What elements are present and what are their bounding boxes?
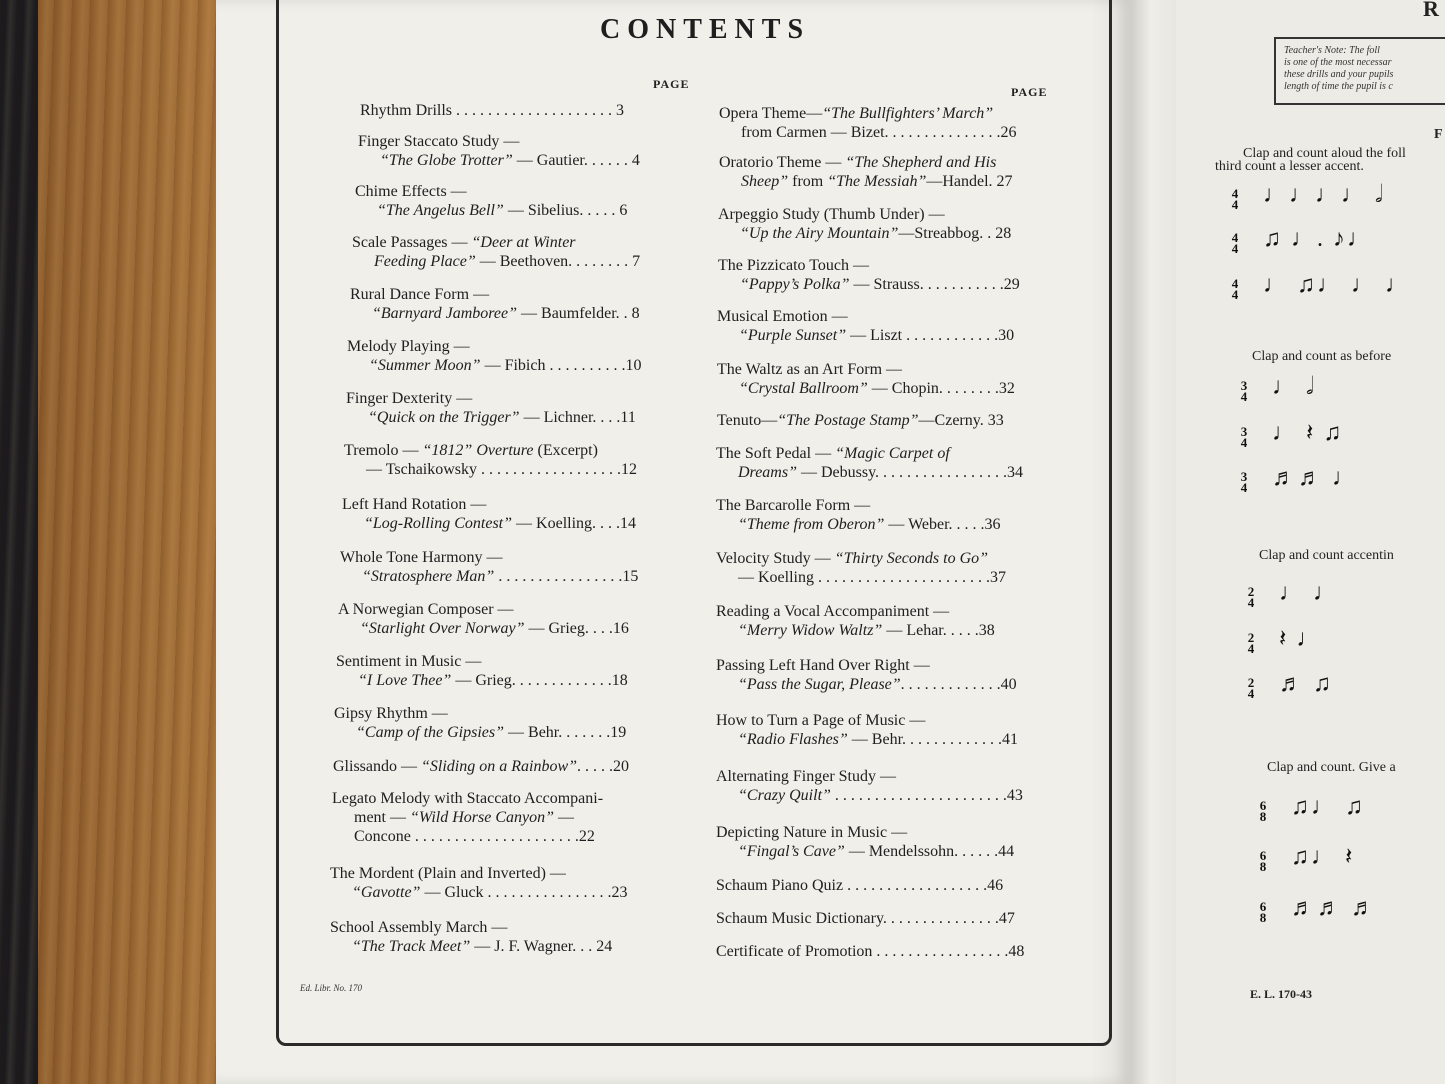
toc-text: Rhythm Drills . . . . . . . . . . . . . . . . . . . . 3	[360, 102, 625, 119]
toc-entry	[717, 411, 1004, 430]
time-signature-top: 6	[1259, 848, 1267, 863]
toc-text: School Assembly March —	[330, 919, 508, 936]
toc-title-italic: “Radio Flashes”	[738, 731, 848, 748]
teacher-note-line: these drills and your pupils	[1284, 69, 1394, 80]
toc-entry-line	[330, 864, 628, 883]
toc-title-italic: “Pass the Sugar, Please”	[738, 676, 901, 693]
toc-entry-line	[334, 723, 626, 742]
toc-text: . . . . . . . . . . . . .40	[900, 676, 1017, 693]
toc-text: — Fibich . . . . . . . . . .10	[480, 357, 642, 374]
toc-text: Tremolo —	[344, 442, 423, 459]
toc-entry-line	[332, 827, 603, 846]
toc-entry-line	[352, 252, 640, 271]
teacher-note-line: is one of the most necessar	[1284, 57, 1392, 68]
toc-text: The Mordent (Plain and Inverted) —	[330, 865, 566, 882]
toc-text: A Norwegian Composer —	[338, 601, 514, 618]
toc-text: Glissando —	[333, 758, 421, 775]
toc-text: Passing Left Hand Over Right —	[716, 657, 930, 674]
toc-text: The Barcarolle Form —	[716, 497, 871, 514]
toc-entry-line	[346, 408, 636, 427]
toc-text: Oratorio Theme —	[719, 154, 846, 171]
toc-title-italic: “I Love Thee”	[358, 672, 452, 689]
toc-entry-line	[344, 441, 637, 460]
toc-text: Left Hand Rotation —	[342, 496, 487, 513]
toc-entry-line	[332, 789, 603, 808]
time-signature	[1229, 278, 1241, 300]
toc-text: — Liszt . . . . . . . . . . . .30	[846, 327, 1015, 344]
toc-entry-line	[718, 275, 1020, 294]
toc-text: —	[554, 809, 575, 826]
toc-title-italic: Sheep”	[741, 173, 789, 190]
toc-entry	[333, 757, 629, 776]
page-title: CONTENTS	[599, 14, 811, 45]
toc-entry-line	[716, 656, 1017, 675]
toc-text: How to Turn a Page of Music —	[716, 712, 926, 729]
toc-entry	[342, 495, 636, 533]
toc-entry	[330, 864, 628, 902]
toc-entry	[360, 101, 624, 120]
toc-text: — Debussy. . . . . . . . . . . . . . . . .34	[796, 464, 1024, 481]
toc-entry-line	[719, 172, 1013, 191]
rhythm-notes-icon: ♩ ♫♩ ♩ ♩	[1263, 272, 1411, 298]
toc-text: Tenuto—	[717, 412, 778, 429]
toc-entry	[716, 767, 1023, 805]
teacher-note-line: Teacher's Note: The foll	[1284, 45, 1380, 56]
toc-text: Legato Melody with Staccato Accompani-	[332, 790, 604, 807]
toc-text: — Sibelius. . . . . 6	[503, 202, 628, 219]
toc-text: — Strauss. . . . . . . . . . .29	[849, 276, 1020, 293]
toc-entry-line	[716, 767, 1023, 786]
time-signature-top: 6	[1259, 798, 1267, 813]
toc-entry	[717, 360, 1015, 398]
toc-entry-line	[355, 201, 627, 220]
toc-entry	[719, 104, 1017, 142]
toc-title-italic: “Starlight Over Norway”	[360, 620, 525, 637]
toc-title-italic: “Crazy Quilt”	[738, 787, 831, 804]
toc-text: ment —	[354, 809, 410, 826]
toc-text: Velocity Study —	[716, 550, 835, 567]
toc-entry-line	[347, 337, 641, 356]
toc-entry-line	[719, 104, 1017, 123]
time-signature-bottom: 4	[1231, 241, 1239, 256]
toc-title-italic: “Camp of the Gipsies”	[356, 724, 505, 741]
toc-title-italic: “Thirty Seconds to Go”	[834, 550, 989, 567]
toc-entry-line	[717, 307, 1014, 326]
toc-entry	[334, 704, 626, 742]
toc-title-italic: “Wild Horse Canyon”	[410, 809, 555, 826]
toc-entry-line	[717, 379, 1015, 398]
toc-text: Opera Theme—	[719, 105, 823, 122]
time-signature	[1245, 586, 1257, 608]
toc-title-italic: “The Globe Trotter”	[380, 152, 513, 169]
time-signature-bottom: 4	[1240, 480, 1248, 495]
toc-entry-line	[336, 652, 628, 671]
time-signature-top: 4	[1231, 186, 1239, 201]
toc-entry-line	[330, 918, 612, 937]
time-signature-bottom: 4	[1240, 389, 1248, 404]
toc-entry-line	[332, 808, 603, 827]
toc-entry-line	[718, 256, 1020, 275]
toc-entry-line	[358, 132, 640, 151]
toc-text: . . . . .20	[577, 758, 630, 775]
toc-text: The Waltz as an Art Form —	[717, 361, 903, 378]
toc-text: Sentiment in Music —	[336, 653, 482, 670]
time-signature-top: 3	[1240, 424, 1248, 439]
time-signature	[1257, 901, 1269, 923]
toc-entry-line	[716, 909, 1015, 928]
right-page-footer: E. L. 170-43	[1250, 987, 1313, 1001]
rhythm-notes-icon: ♩ 𝄽 ♫	[1272, 420, 1344, 446]
toc-title-italic: “Purple Sunset”	[739, 327, 847, 344]
toc-entry-line	[719, 123, 1017, 142]
time-signature-top: 3	[1240, 469, 1248, 484]
toc-text: Musical Emotion —	[717, 308, 848, 325]
toc-entry-line	[716, 942, 1024, 961]
toc-text: — Grieg. . . .16	[524, 620, 629, 637]
toc-entry-line	[718, 224, 1011, 243]
time-signature	[1229, 188, 1241, 210]
toc-entry-line	[716, 568, 1006, 587]
time-signature-bottom: 4	[1240, 435, 1248, 450]
footer-edition-number: Ed. Libr. No. 170	[300, 983, 363, 993]
toc-text: Gipsy Rhythm —	[334, 705, 448, 722]
toc-entry	[344, 441, 637, 479]
toc-text: —Czerny. 33	[918, 412, 1004, 429]
time-signature-bottom: 8	[1259, 809, 1267, 824]
teacher-note-box	[1274, 37, 1445, 105]
toc-entry-line	[716, 621, 995, 640]
toc-entry	[332, 789, 603, 846]
toc-entry-line	[716, 444, 1023, 463]
toc-text: — J. F. Wagner. . . 24	[470, 938, 613, 955]
toc-entry-line	[342, 514, 636, 533]
time-signature	[1229, 232, 1241, 254]
toc-entry-line	[342, 495, 636, 514]
time-signature-bottom: 4	[1231, 197, 1239, 212]
toc-entry-line	[716, 675, 1017, 694]
time-signature-bottom: 4	[1247, 595, 1255, 610]
toc-text: — Koelling. . . .14	[512, 515, 637, 532]
toc-entry-line	[716, 711, 1018, 730]
toc-entry-line	[338, 600, 629, 619]
toc-title-italic: “Up the Airy Mountain”	[740, 225, 899, 242]
toc-text: — Mendelssohn. . . . . .44	[844, 843, 1015, 860]
toc-title-italic: “Stratosphere Man”	[362, 568, 495, 585]
toc-title-italic: “The Shepherd and His	[845, 154, 997, 171]
toc-entry-line	[717, 360, 1015, 379]
rhythm-notes-icon: ♬♬ ♩	[1272, 465, 1358, 491]
toc-text: — Koelling . . . . . . . . . . . . . . . . . . . . . .37	[738, 569, 1006, 586]
toc-title-italic: “The Bullfighters’ March”	[822, 105, 994, 122]
toc-text: — Weber. . . . .36	[884, 516, 1001, 533]
toc-text: Alternating Finger Study —	[716, 768, 896, 785]
toc-title-italic: “Merry Widow Waltz”	[738, 622, 883, 639]
toc-title-italic: “Magic Carpet of	[835, 445, 950, 462]
teacher-note-line: length of time the pupil is c	[1284, 81, 1393, 92]
rhythm-notes-icon: ♩♩♩♩ 𝅗𝅥	[1263, 182, 1385, 208]
toc-text: Depicting Nature in Music —	[716, 824, 908, 841]
toc-entry-line	[717, 411, 1004, 430]
toc-entry-line	[334, 704, 626, 723]
toc-text: Whole Tone Harmony —	[340, 549, 503, 566]
instruction-text: Clap and count as before	[1252, 349, 1392, 364]
toc-entry-line	[358, 151, 640, 170]
toc-title-italic: Feeding Place”	[374, 253, 476, 270]
toc-text: — Baumfelder. . 8	[517, 305, 640, 322]
instruction-text: third count a lesser accent.	[1215, 159, 1364, 174]
time-signature-bottom: 4	[1247, 686, 1255, 701]
time-signature-bottom: 4	[1231, 287, 1239, 302]
toc-entry-line	[347, 356, 641, 375]
toc-entry-line	[716, 602, 995, 621]
toc-entry	[716, 496, 1001, 534]
time-signature	[1238, 426, 1250, 448]
toc-title-italic: “Barnyard Jamboree”	[372, 305, 518, 322]
toc-entry	[717, 307, 1014, 345]
toc-entry-line	[716, 549, 1006, 568]
toc-text: — Tschaikowsky . . . . . . . . . . . . . . . . . .12	[366, 461, 638, 478]
toc-text: Melody Playing —	[347, 338, 470, 355]
toc-text: . . . . . . . . . . . . . . . . . . . . . .43	[830, 787, 1023, 804]
toc-entry	[716, 549, 1006, 587]
time-signature	[1257, 850, 1269, 872]
toc-title-italic: “The Angelus Bell”	[377, 202, 504, 219]
time-signature-top: 3	[1240, 378, 1248, 393]
toc-text: Finger Dexterity —	[346, 390, 473, 407]
toc-text: Certificate of Promotion . . . . . . . . . . . . . . . . .48	[716, 943, 1025, 960]
rhythm-notes-icon: ♫♩ ♫	[1291, 794, 1365, 820]
toc-text: from	[788, 173, 828, 190]
toc-entry-line	[330, 883, 628, 902]
toc-text: Schaum Music Dictionary. . . . . . . . . . . . . . .47	[716, 910, 1015, 927]
toc-entry	[347, 337, 641, 375]
rhythm-notes-icon: 𝄽 ♩	[1279, 626, 1323, 652]
rhythm-notes-icon: ♬♬ ♬	[1291, 895, 1377, 921]
toc-entry-line	[350, 285, 640, 304]
toc-title-italic: “The Messiah”	[827, 173, 927, 190]
toc-entry-line	[716, 876, 1003, 895]
toc-text: — Behr. . . . . . . . . . . . .41	[847, 731, 1019, 748]
toc-text: —Streabbog. . 28	[898, 225, 1012, 242]
toc-entry	[716, 909, 1015, 928]
toc-title-italic: “Log-Rolling Contest”	[364, 515, 513, 532]
toc-entry	[340, 548, 638, 586]
toc-entry	[350, 285, 640, 323]
rhythm-notes-icon: ♫♩ 𝄽	[1291, 844, 1355, 870]
toc-text: — Lehar. . . . .38	[882, 622, 995, 639]
toc-entry	[716, 602, 995, 640]
toc-entry-line	[716, 496, 1001, 515]
rhythm-notes-icon: ♩ ♩	[1279, 580, 1339, 606]
toc-entry	[716, 876, 1003, 895]
toc-text: Finger Staccato Study —	[358, 133, 520, 150]
toc-entry-line	[719, 153, 1013, 172]
toc-entry-line	[333, 757, 629, 776]
toc-entry-line	[716, 730, 1018, 749]
instruction-text: Clap and count. Give a	[1267, 760, 1396, 775]
toc-entry	[358, 132, 640, 170]
toc-entry	[716, 444, 1023, 482]
toc-entry-line	[344, 460, 637, 479]
page-column-header-right: PAGE	[1011, 85, 1048, 99]
toc-text: The Soft Pedal —	[716, 445, 836, 462]
time-signature	[1245, 632, 1257, 654]
toc-entry	[338, 600, 629, 638]
toc-entry	[330, 918, 612, 956]
toc-text: . . . . . . . . . . . . . . . .15	[494, 568, 639, 585]
toc-title-italic: “Deer at Winter	[471, 234, 576, 251]
time-signature	[1238, 471, 1250, 493]
toc-text: Chime Effects —	[355, 183, 467, 200]
toc-entry-line	[360, 101, 624, 120]
toc-text: (Excerpt)	[533, 442, 598, 459]
toc-entry	[716, 942, 1024, 961]
toc-entry-line	[716, 515, 1001, 534]
toc-text: — Behr. . . . . . .19	[504, 724, 627, 741]
toc-title-italic: Dreams”	[738, 464, 797, 481]
toc-title-italic: “Gavotte”	[352, 884, 421, 901]
toc-entry-line	[350, 304, 640, 323]
toc-text: —Handel. 27	[926, 173, 1013, 190]
toc-entry-line	[718, 205, 1011, 224]
toc-entry	[716, 711, 1018, 749]
toc-entry-line	[336, 671, 628, 690]
toc-entry-line	[338, 619, 629, 638]
toc-text: Rural Dance Form —	[350, 286, 490, 303]
toc-entry-line	[346, 389, 636, 408]
time-signature	[1245, 677, 1257, 699]
rhythm-notes-icon: ♫ ♩. ♪♩	[1263, 226, 1373, 252]
toc-text: Arpeggio Study (Thumb Under) —	[718, 206, 945, 223]
toc-entry-line	[340, 548, 638, 567]
toc-text: — Beethoven. . . . . . . . 7	[475, 253, 641, 270]
toc-text: Reading a Vocal Accompaniment —	[716, 603, 950, 620]
toc-title-italic: “Theme from Oberon”	[738, 516, 885, 533]
toc-text: Schaum Piano Quiz . . . . . . . . . . . . . . . . . .46	[716, 877, 1004, 894]
time-signature-top: 6	[1259, 899, 1267, 914]
toc-title-italic: “Crystal Ballroom”	[739, 380, 868, 397]
toc-title-italic: “The Postage Stamp”	[777, 412, 919, 429]
toc-entry	[355, 182, 627, 220]
toc-text: from Carmen — Bizet. . . . . . . . . . . . . . .26	[741, 124, 1017, 141]
toc-text: — Grieg. . . . . . . . . . . . .18	[451, 672, 628, 689]
toc-entry-line	[717, 326, 1014, 345]
toc-entry-line	[716, 842, 1014, 861]
toc-entry	[716, 823, 1014, 861]
time-signature-top: 2	[1247, 675, 1255, 690]
toc-text: — Gautier. . . . . . 4	[512, 152, 640, 169]
time-signature	[1257, 800, 1269, 822]
section-letter: F	[1434, 127, 1443, 142]
toc-entry	[346, 389, 636, 427]
toc-entry	[336, 652, 628, 690]
time-signature-top: 2	[1247, 584, 1255, 599]
toc-entry-line	[716, 823, 1014, 842]
toc-title-italic: “1812” Overture	[422, 442, 534, 459]
toc-entry	[718, 256, 1020, 294]
toc-text: — Lichner. . . .11	[519, 409, 636, 426]
toc-title-italic: “Summer Moon”	[369, 357, 481, 374]
time-signature-top: 2	[1247, 630, 1255, 645]
toc-text: — Chopin. . . . . . . .32	[867, 380, 1015, 397]
toc-title-italic: “Pappy’s Polka”	[740, 276, 850, 293]
instruction-text: Clap and count accentin	[1259, 548, 1394, 563]
toc-title-italic: “Quick on the Trigger”	[368, 409, 520, 426]
toc-entry	[352, 233, 640, 271]
toc-entry	[718, 205, 1011, 243]
time-signature	[1238, 380, 1250, 402]
toc-text: Concone . . . . . . . . . . . . . . . . . . . . .22	[354, 828, 595, 845]
right-page-heading: R	[1423, 0, 1442, 21]
time-signature-bottom: 8	[1259, 910, 1267, 925]
toc-title-italic: “Fingal’s Cave”	[738, 843, 845, 860]
time-signature-bottom: 8	[1259, 859, 1267, 874]
rhythm-notes-icon: ♩ 𝅗𝅥	[1272, 374, 1316, 400]
toc-entry-line	[352, 233, 640, 252]
time-signature-bottom: 4	[1247, 641, 1255, 656]
instruction-text: Clap and count aloud the foll	[1243, 146, 1406, 161]
toc-entry-line	[716, 786, 1023, 805]
toc-title-italic: “Sliding on a Rainbow”	[421, 758, 578, 775]
rhythm-notes-icon: ♬ ♫	[1279, 671, 1333, 697]
toc-entry-line	[716, 463, 1023, 482]
time-signature-top: 4	[1231, 276, 1239, 291]
toc-entry	[716, 656, 1017, 694]
toc-entry-line	[330, 937, 612, 956]
toc-entry-line	[340, 567, 638, 586]
toc-title-italic: “The Track Meet”	[352, 938, 471, 955]
time-signature-top: 4	[1231, 230, 1239, 245]
toc-text: Scale Passages —	[352, 234, 472, 251]
toc-text: — Gluck . . . . . . . . . . . . . . . .23	[420, 884, 628, 901]
page-column-header-left: PAGE	[653, 77, 690, 91]
toc-entry	[719, 153, 1013, 191]
toc-entry-line	[355, 182, 627, 201]
toc-text: The Pizzicato Touch —	[718, 257, 869, 274]
